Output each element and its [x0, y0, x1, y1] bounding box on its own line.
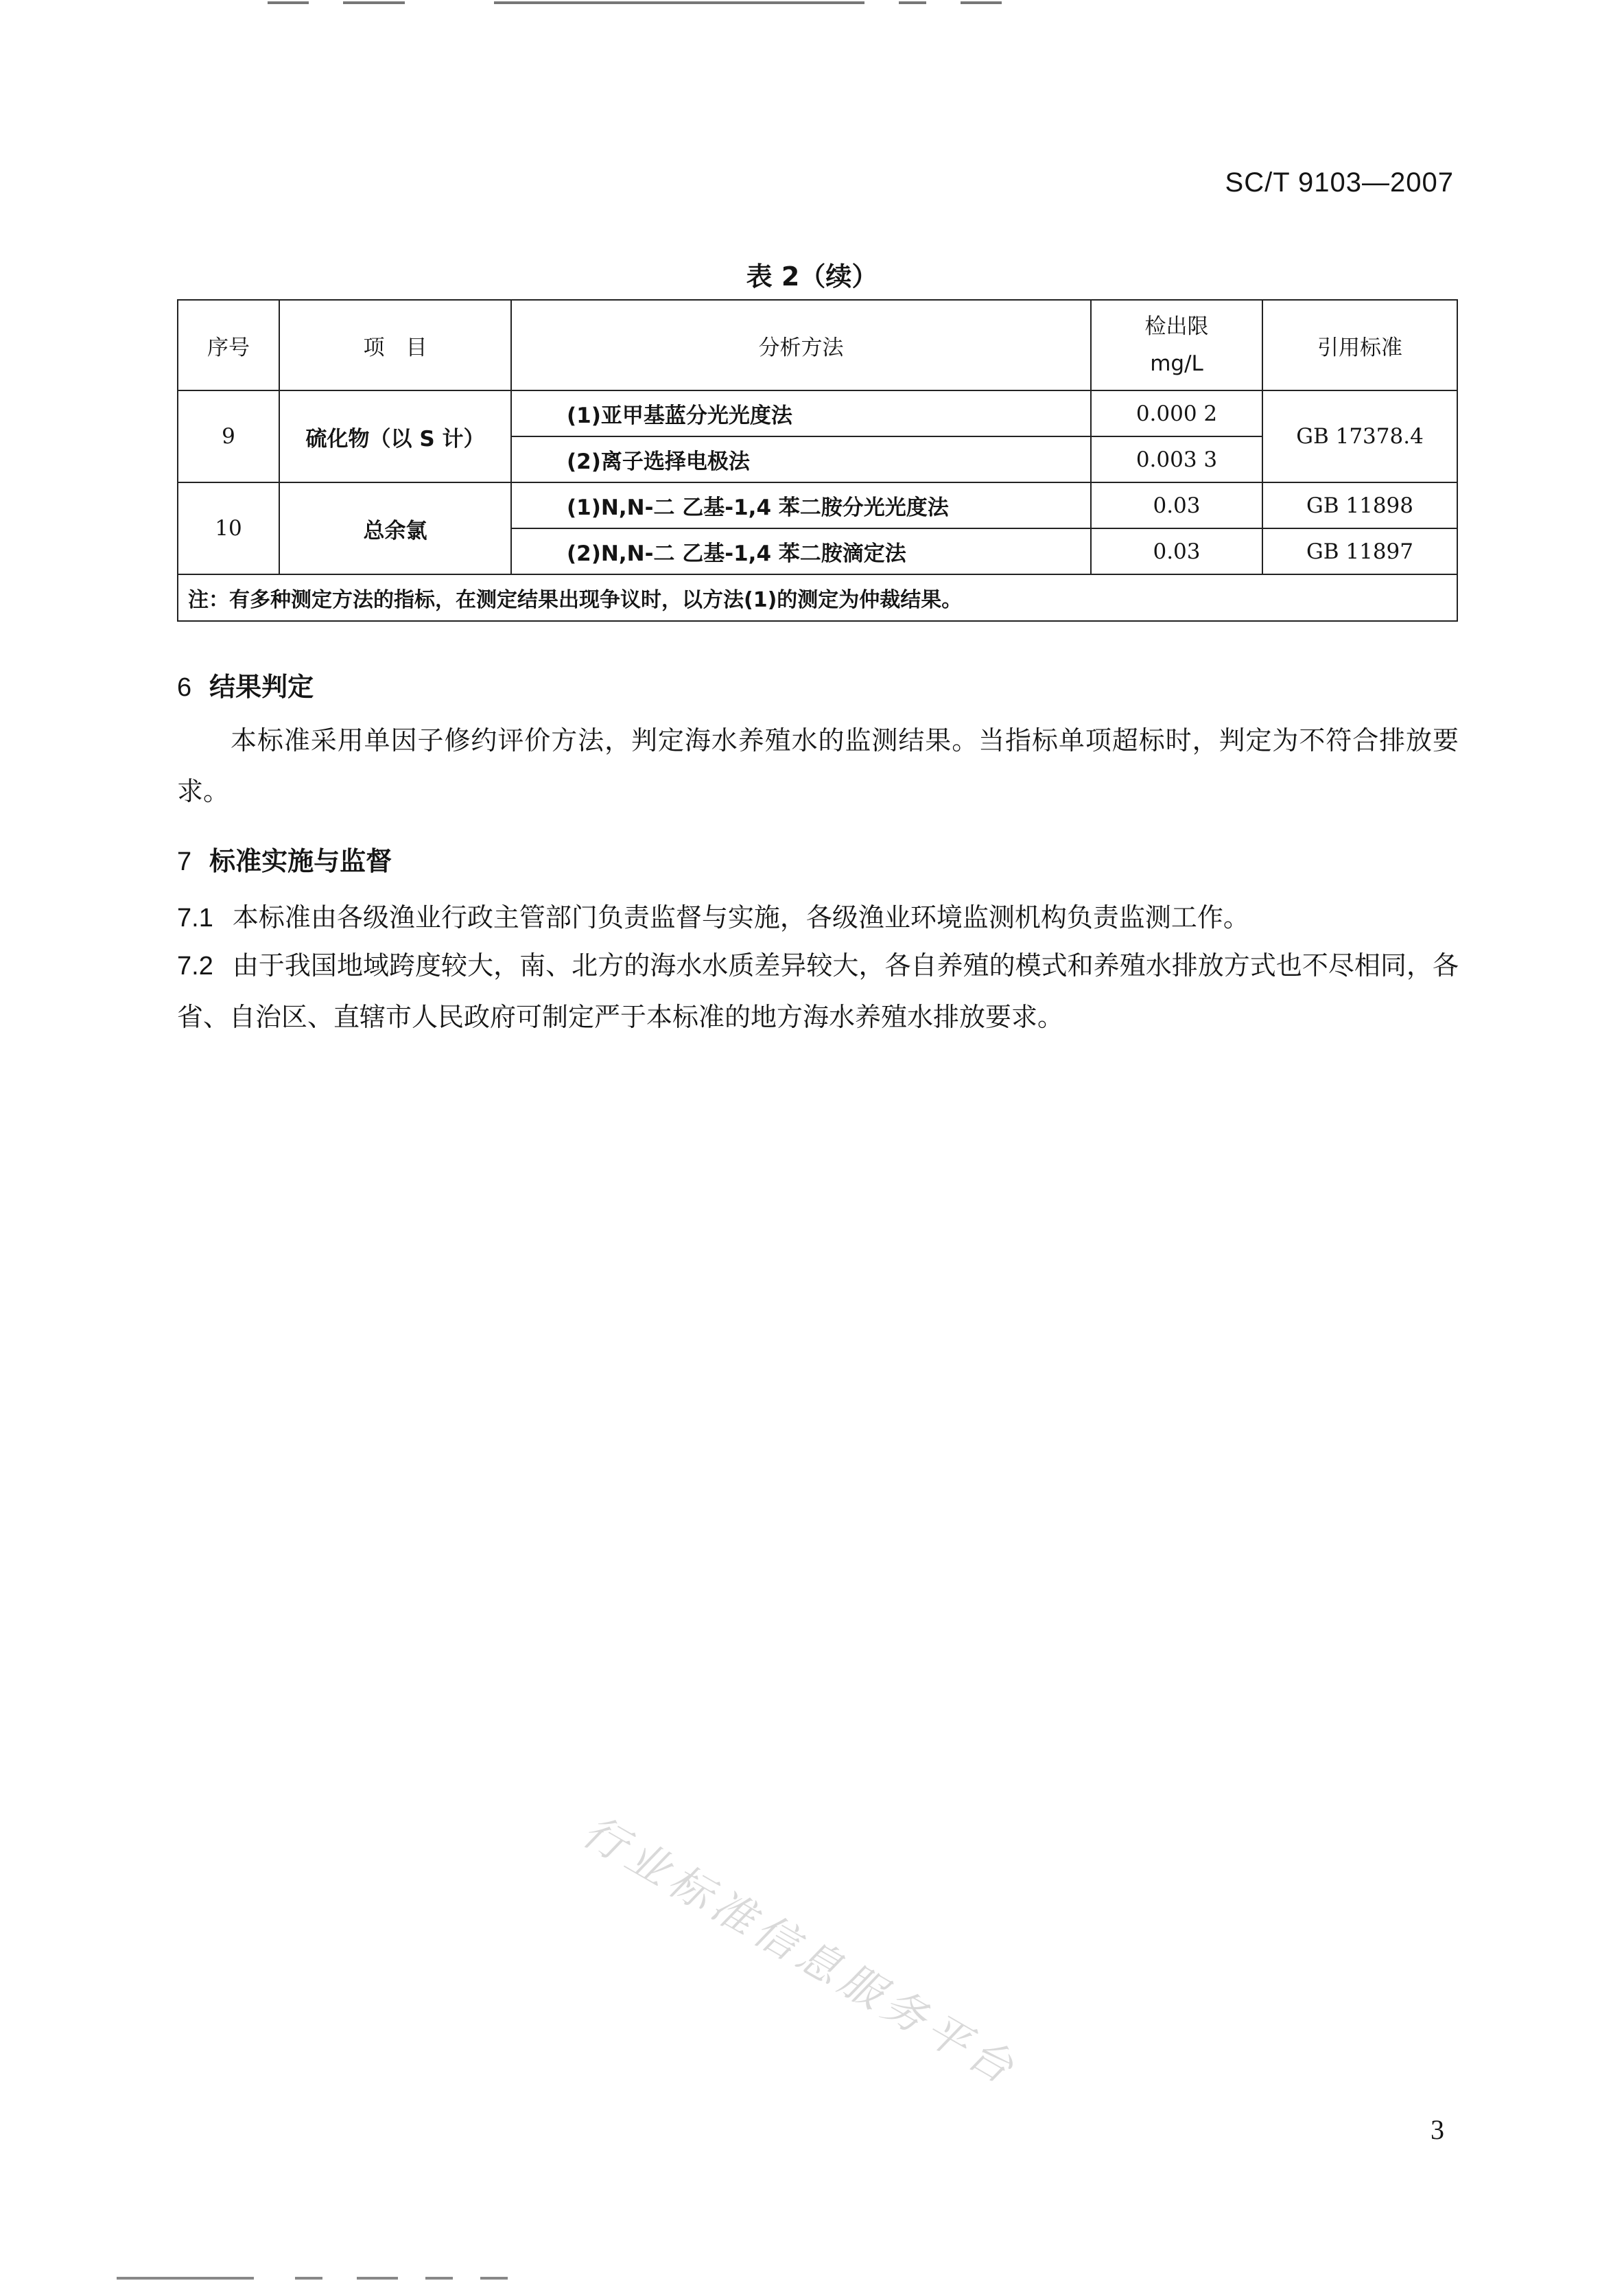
- clause-7-2-number: 7.2: [177, 952, 213, 981]
- scan-edge-top: [0, 0, 1624, 8]
- row-method: (2)N,N-二 乙基-1,4 苯二胺滴定法: [511, 528, 1091, 574]
- row-method: (1)N,N-二 乙基-1,4 苯二胺分光光度法: [511, 482, 1091, 528]
- row-method: (1)亚甲基蓝分光光度法: [511, 390, 1091, 436]
- clause-7-2-text: 由于我国地域跨度较大，南、北方的海水水质差异较大，各自养殖的模式和养殖水排放方式也不尽相同，各省、自治区、直辖市人民政府可制定严于本标准的地方海水养殖水排放要求。: [177, 950, 1459, 1032]
- clause-7-1-text: 本标准由各级渔业行政主管部门负责监督与实施，各级渔业环境监测机构负责监测工作。: [232, 902, 1249, 933]
- section-7-number: 7: [177, 847, 192, 876]
- header-method: 分析方法: [511, 300, 1091, 390]
- section-6-heading: [177, 666, 314, 703]
- table-note: 注：有多种测定方法的指标，在测定结果出现争议时，以方法(1)的测定为仲裁结果。: [178, 574, 1457, 621]
- table-note-row: [178, 574, 1457, 621]
- section-6-body: 本标准采用单因子修约评价方法，判定海水养殖水的监测结果。当指标单项超标时，判定为不符合排放要求。: [177, 725, 1459, 806]
- row-item: 硫化物（以 S 计）: [279, 390, 511, 482]
- section-6-title: 结果判定: [209, 672, 314, 702]
- clause-7-2: [177, 940, 1459, 1042]
- section-7-heading: [177, 840, 392, 878]
- table-row: [178, 482, 1457, 528]
- row-standard: GB 11898: [1262, 482, 1457, 528]
- row-standard: GB 17378.4: [1262, 390, 1457, 482]
- scan-edge-bottom: [0, 2277, 1624, 2282]
- header-standard: 引用标准: [1262, 300, 1457, 390]
- header-limit-label: 检出限: [1144, 314, 1209, 339]
- row-method: (2)离子选择电极法: [511, 436, 1091, 482]
- row-limit: 0.003 3: [1091, 436, 1262, 482]
- row-standard: GB 11897: [1262, 528, 1457, 574]
- table-header-row: [178, 300, 1457, 390]
- section-7-title: 标准实施与监督: [209, 846, 392, 876]
- watermark: 行业标准信息服务平台: [574, 1805, 1028, 2096]
- table-caption: 表 2（续）: [746, 261, 878, 292]
- table-row: [178, 390, 1457, 436]
- clause-7-1-number: 7.1: [177, 904, 213, 933]
- section-6-number: 6: [177, 673, 192, 702]
- header-limit-unit: mg/L: [1150, 351, 1203, 376]
- standard-code: SC/T 9103—2007: [1225, 167, 1454, 198]
- row-index: 9: [178, 390, 279, 482]
- header-limit: [1091, 300, 1262, 390]
- header-item: 项 目: [279, 300, 511, 390]
- row-item: 总余氯: [279, 482, 511, 574]
- method-table: [177, 299, 1458, 622]
- row-limit: 0.000 2: [1091, 390, 1262, 436]
- header-index: 序号: [178, 300, 279, 390]
- clause-7-1: [177, 892, 1459, 944]
- row-limit: 0.03: [1091, 528, 1262, 574]
- page-number: 3: [1431, 2114, 1444, 2145]
- row-limit: 0.03: [1091, 482, 1262, 528]
- row-index: 10: [178, 482, 279, 574]
